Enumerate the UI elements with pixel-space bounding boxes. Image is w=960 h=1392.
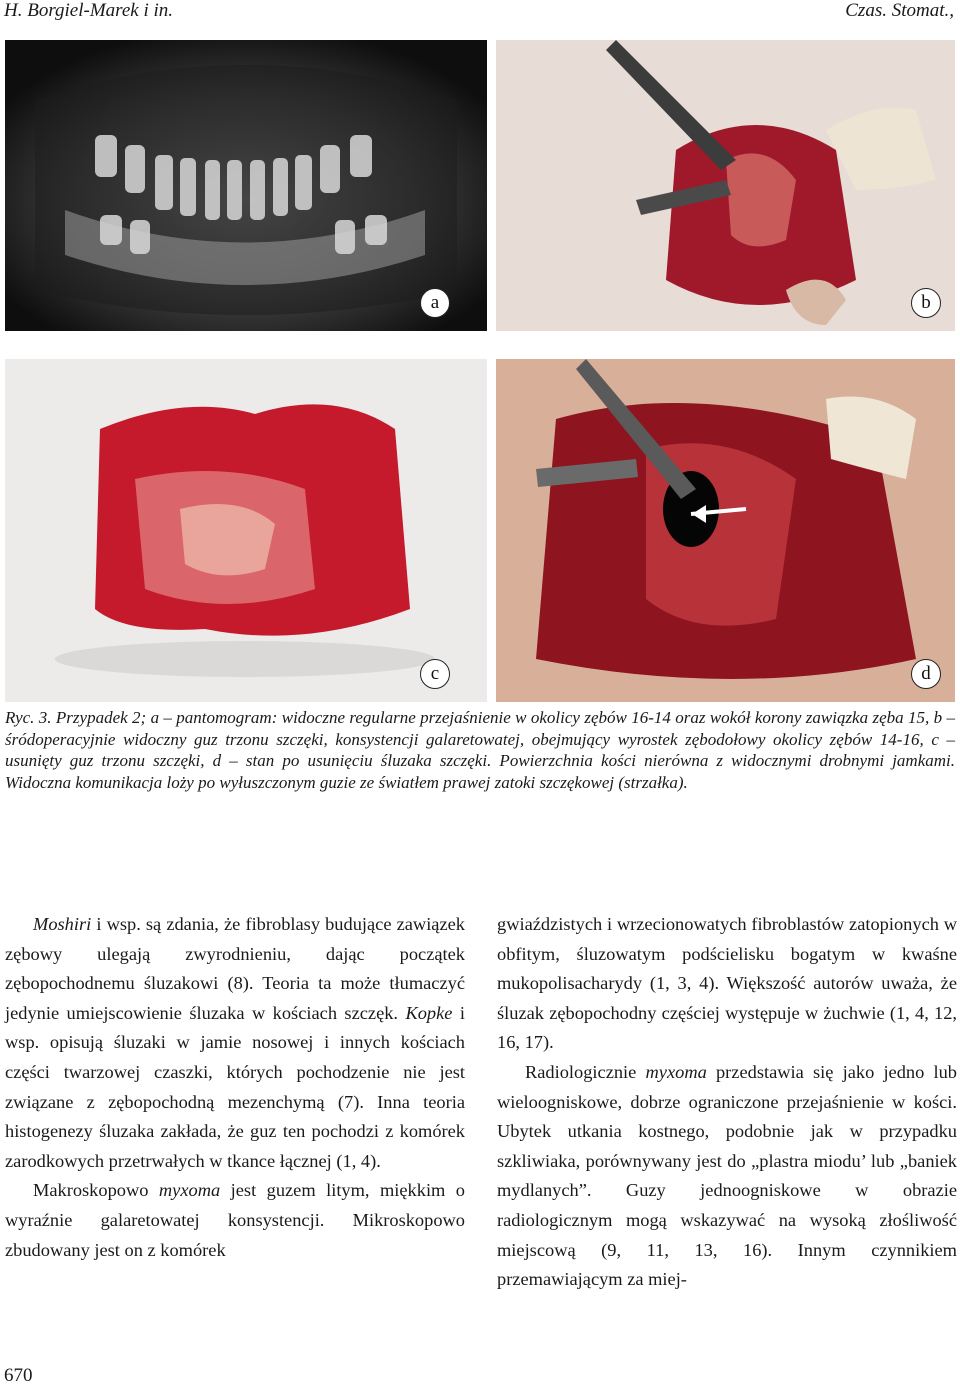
author-name: Kopke: [405, 1002, 453, 1023]
term: myxoma: [158, 1180, 221, 1201]
term: myxoma: [645, 1061, 707, 1082]
body-paragraph: Makroskopowo myxoma jest guzem litym, miękkim o wyraźnie galaretowatej konsystencji. Mikroskopowo zbudowany jest on z komórek: [5, 1180, 465, 1260]
figure-caption: Ryc. 3. Przypadek 2; a – pantomogram: widoczne regularne przejaśnienie w okolicy zębów 16-14 oraz wokół korony zawiązka zęba 15, b – śródoperacyjnie widoczny guz trzonu szczęki, konsystencji galaretowatej, obejmujący wyrostek zębodołowy okolicy zębów 14-16, c – usunięty guz trzonu szczęki, d – stan po usunięciu śluzaka szczęki. Powierzchnia kości nierówna z widocznymi drobnymi jamkami. Widoczna komunikacja loży po wyłuszczonym guzie ze światłem prawej zatoki szczękowej (strzałka).: [5, 708, 955, 792]
panel-label-d: d: [911, 659, 941, 689]
running-header-journal: Czas. Stomat.,: [845, 0, 954, 21]
body-column-left: [5, 910, 465, 1265]
intraoperative-photo-image: [496, 40, 955, 331]
panel-label-c: c: [420, 659, 450, 689]
panel-label-b: b: [911, 288, 941, 318]
excised-tumor-photo-image: [5, 359, 487, 702]
panoramic-radiograph-image: [5, 40, 487, 331]
body-paragraph: gwiaździstych i wrzecionowatych fibroblastów zatopionych w obfitym, śluzowatym podścielisku bogatym w kwaśne mukopolisacharydy (1, 3, 4). Większość autorów uważa, że śluzak zębopochodny częściej występuje w żuchwie (1, 4, 12, 16, 17).: [497, 914, 957, 1053]
page-number: 670: [4, 1365, 33, 1386]
postoperative-photo-image: [496, 359, 955, 702]
running-header-authors: H. Borgiel-Marek i in.: [4, 0, 174, 21]
author-name: Moshiri: [33, 914, 92, 934]
body-paragraph: Radiologicznie myxoma przedstawia się jako jedno lub wieloogniskowe, dobrze ograniczone przejaśnienie w kości. Ubytek utkania kostnego, podobnie jak w przypadku szkliwiaka, porównywany jest do „plastra miodu’ lub „baniek mydlanych”. Guzy jednoogniskowe w obrazie radiologicznym mogą wskazywać na wysoką złośliwość miejscową (9, 11, 13, 16). Innym czynnikiem przemawiającym za miej-: [497, 1061, 957, 1290]
body-paragraph: Moshiri i wsp. są zdania, że fibroblasy budujące zawiązek zębowy ulegają zwyrodnieniu, dając początek zębopochodnemu śluzakowi (8). Teoria ta może tłumaczyć jedynie umiejscowienie śluzaka w kościach szczęk. Kopke i wsp. opisują śluzaki w jamie nosowej i innych kościach części twarzowej czaszki, których pochodzenie nie jest związane z zębopochodną mezenchymą (7). Inna teoria histogenezy śluzaka zakłada, że guz ten pochodzi z komórek zarodkowych przetrwałych w tkance łącznej (1, 4).: [5, 914, 465, 1171]
panel-label-a: a: [420, 288, 450, 318]
body-column-right: [497, 910, 957, 1295]
